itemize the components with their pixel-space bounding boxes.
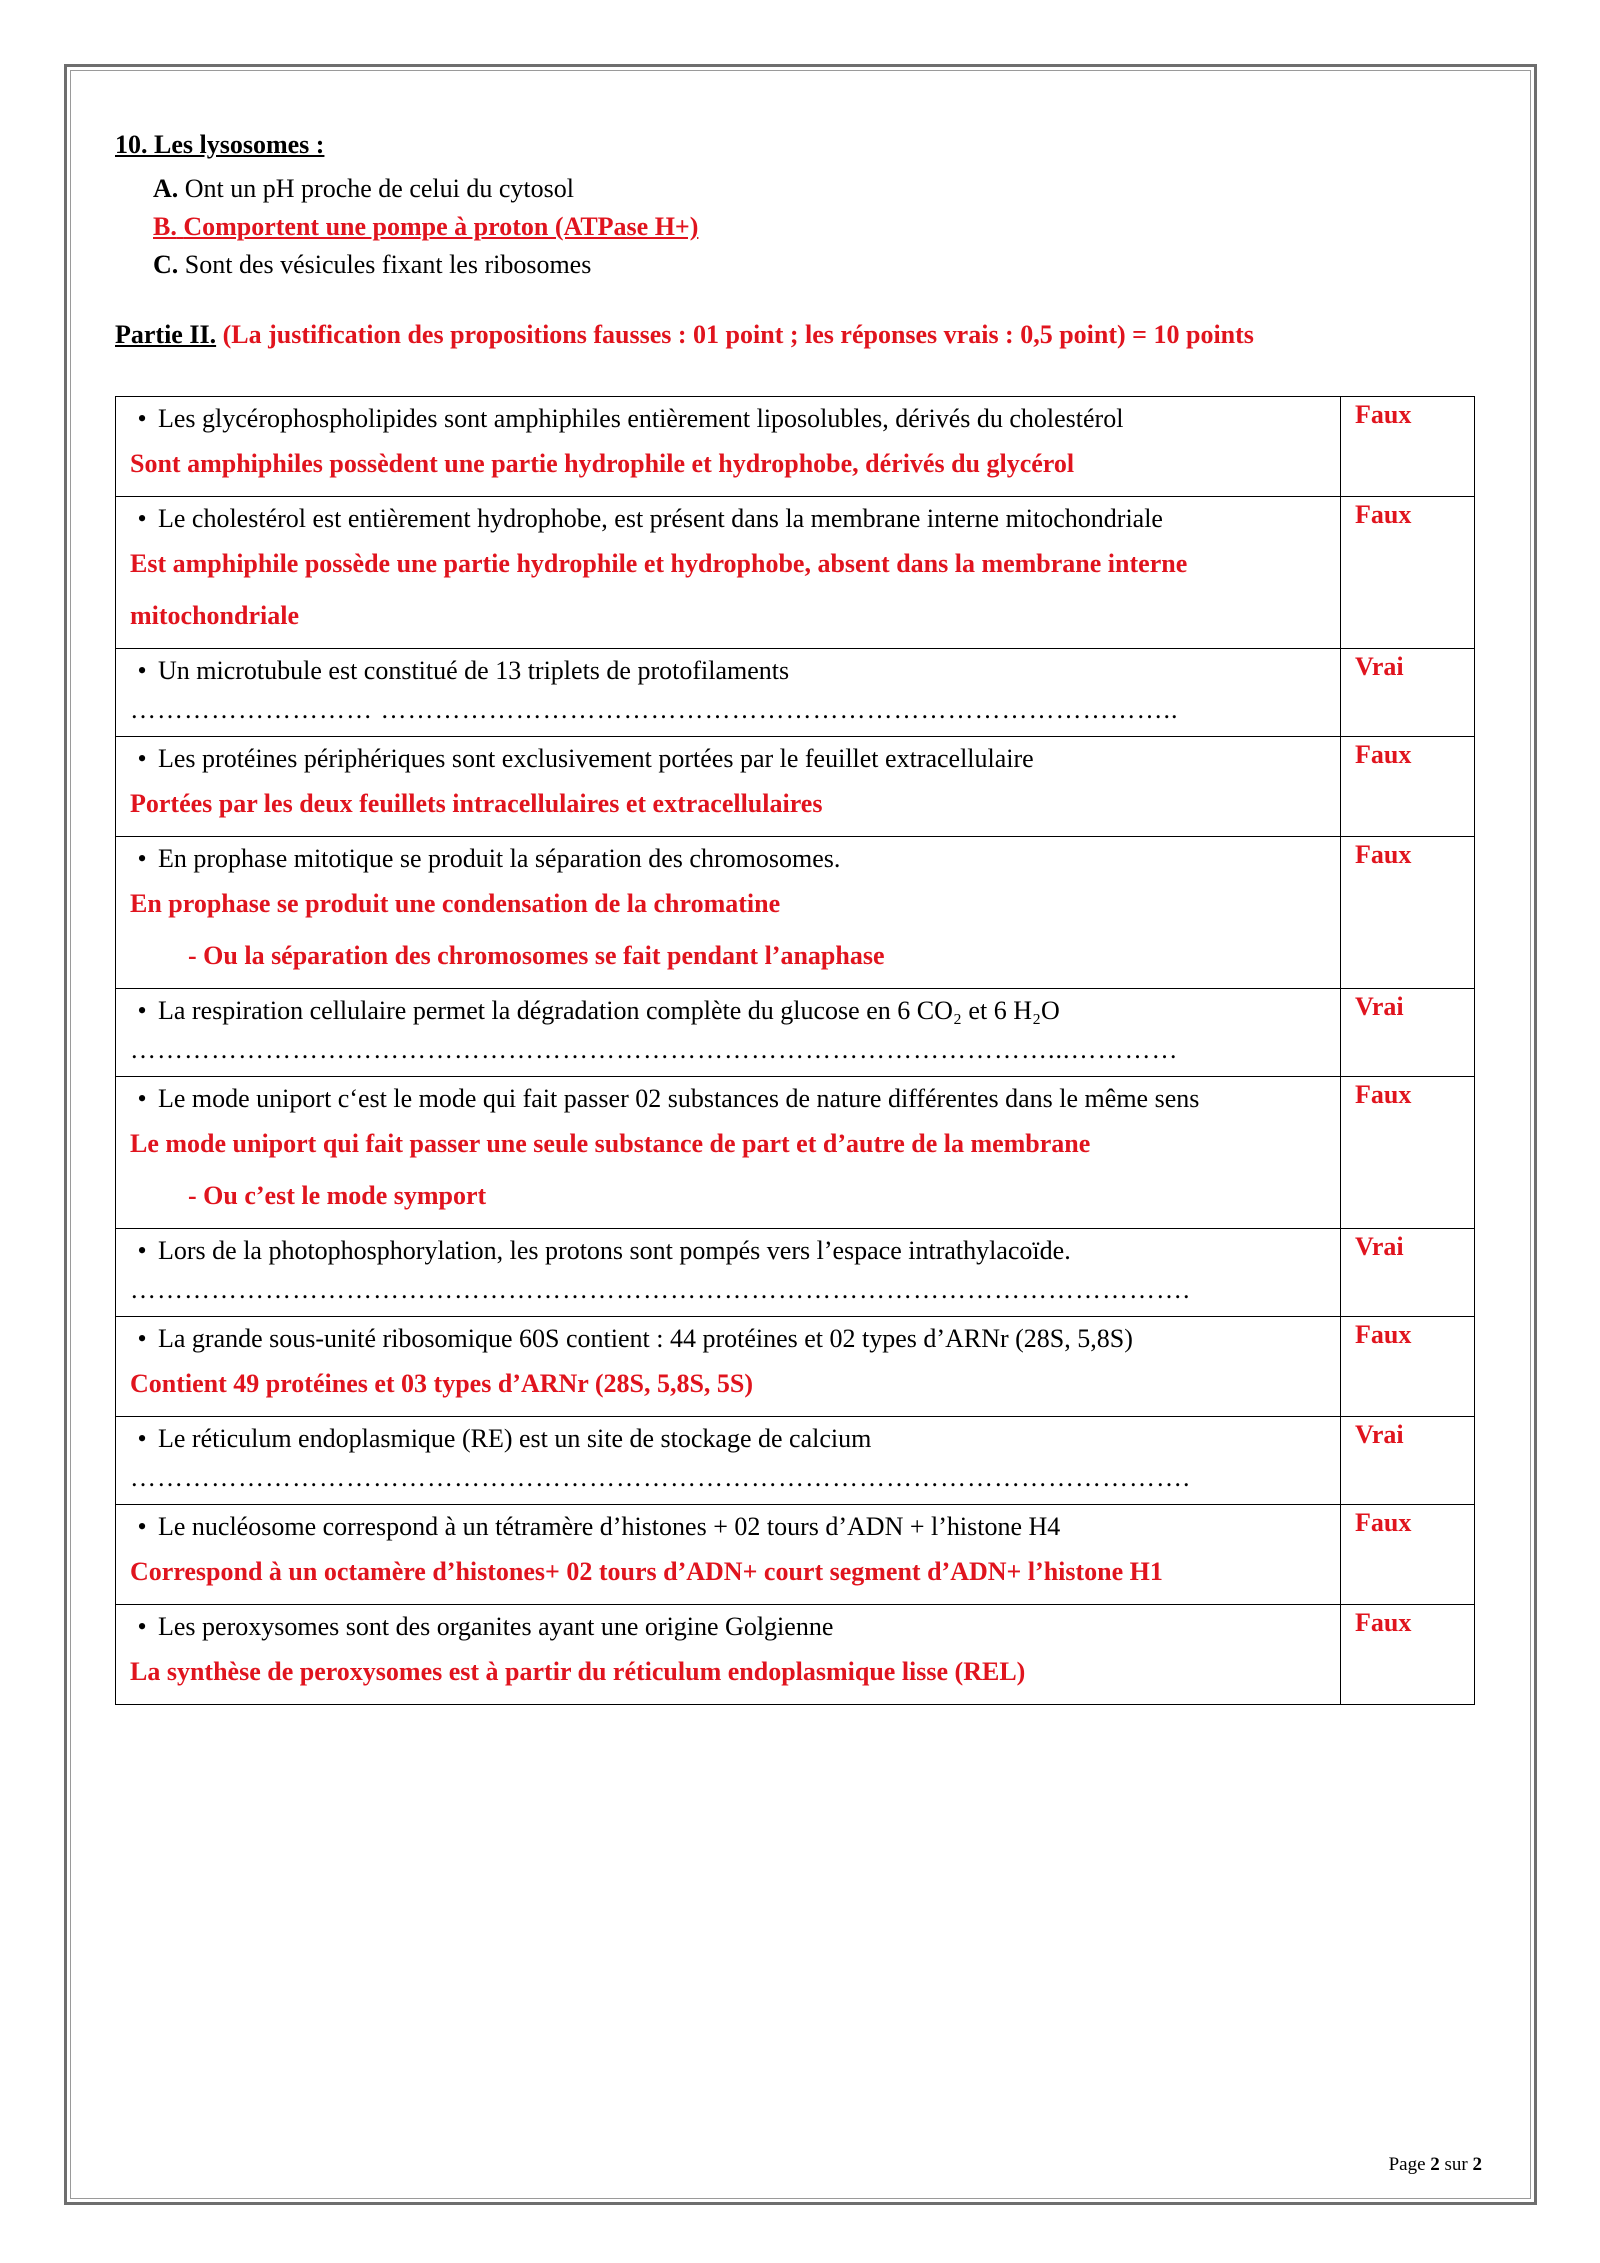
justification-alternative: - Ou la séparation des chromosomes se fait pendant l’anaphase	[188, 941, 885, 970]
bullet-icon: •	[137, 1324, 147, 1353]
statement-cell	[116, 1417, 1341, 1505]
verdict-cell: Faux	[1341, 837, 1475, 989]
statement	[130, 652, 1326, 690]
bullet-icon: •	[137, 1424, 147, 1453]
page-footer	[1389, 2154, 1482, 2176]
bullet-icon: •	[137, 844, 147, 873]
statement	[130, 1080, 1326, 1118]
verdict-cell: Vrai	[1341, 1417, 1475, 1505]
statement-cell	[116, 989, 1341, 1077]
statement-text: Les protéines périphériques sont exclusivement portées par le feuillet extracellulaire	[158, 744, 1034, 773]
statement-cell	[116, 397, 1341, 497]
answer-dots: ……………………………………………………………………………………………………….	[130, 1275, 1191, 1304]
statement	[130, 1232, 1326, 1270]
statement-text: Le cholestérol est entièrement hydrophobe, est présent dans la membrane interne mitochondriale	[158, 504, 1163, 533]
statement-cell	[116, 649, 1341, 737]
option-letter: B.	[153, 212, 177, 241]
justification: En prophase se produit une condensation de la chromatine	[130, 889, 781, 918]
option-text: Sont des vésicules fixant les ribosomes	[184, 250, 592, 279]
statement-text: En prophase mitotique se produit la séparation des chromosomes.	[158, 844, 841, 873]
verdict-cell: Faux	[1341, 1077, 1475, 1229]
statement	[130, 1320, 1326, 1358]
table-row	[116, 737, 1475, 837]
true-false-table	[115, 396, 1475, 1705]
answer-dots: ……………………… ……………………………………………………………………………..	[130, 695, 1179, 724]
statement-cell	[116, 737, 1341, 837]
statement-cell	[116, 1077, 1341, 1229]
justification: Le mode uniport qui fait passer une seule substance de part et d’autre de la membrane	[130, 1129, 1091, 1158]
question-10-options	[153, 170, 1485, 284]
bullet-icon: •	[137, 656, 147, 685]
statement	[130, 400, 1326, 438]
justification: Sont amphiphiles possèdent une partie hydrophile et hydrophobe, dérivés du glycérol	[130, 449, 1075, 478]
verdict-cell: Vrai	[1341, 1229, 1475, 1317]
bullet-icon: •	[137, 504, 147, 533]
option-b-correct	[153, 208, 1485, 246]
justification: Correspond à un octamère d’histones+ 02 tours d’ADN+ court segment d’ADN+ l’histone H1	[130, 1557, 1163, 1586]
table-row	[116, 1605, 1475, 1705]
verdict-cell: Faux	[1341, 497, 1475, 649]
table-row	[116, 497, 1475, 649]
justification: Contient 49 protéines et 03 types d’ARNr (28S, 5,8S, 5S)	[130, 1369, 754, 1398]
bullet-icon: •	[137, 1084, 147, 1113]
footer-sep: sur	[1444, 2154, 1468, 2175]
statement-text: Les glycérophospholipides sont amphiphiles entièrement liposolubles, dérivés du cholestérol	[158, 404, 1124, 433]
verdict-cell: Faux	[1341, 1317, 1475, 1417]
statement-text: Le réticulum endoplasmique (RE) est un site de stockage de calcium	[158, 1424, 872, 1453]
bullet-icon: •	[137, 1512, 147, 1541]
verdict-cell: Faux	[1341, 737, 1475, 837]
statement-text: Lors de la photophosphorylation, les protons sont pompés vers l’espace intrathylacoïde.	[158, 1236, 1071, 1265]
table-row	[116, 1417, 1475, 1505]
bullet-icon: •	[137, 996, 147, 1025]
statement-text: Le mode uniport c‘est le mode qui fait passer 02 substances de nature différentes dans le même sens	[158, 1084, 1200, 1113]
bullet-icon: •	[137, 1612, 147, 1641]
statement	[130, 1608, 1326, 1646]
answer-dots: …………………………………………………………………………………………...…………	[130, 1035, 1179, 1064]
table-row	[116, 1229, 1475, 1317]
statement-cell	[116, 1317, 1341, 1417]
statement	[130, 500, 1326, 538]
option-letter: C.	[153, 250, 179, 279]
statement	[130, 1420, 1326, 1458]
answer-dots: ……………………………………………………………………………………………………….	[130, 1463, 1191, 1492]
verdict-cell: Vrai	[1341, 649, 1475, 737]
question-10-title: 10. Les lysosomes :	[115, 130, 325, 159]
part-2-grading-note: (La justification des propositions fausses : 01 point ; les réponses vrais : 0,5 point) = 10 points	[222, 320, 1254, 349]
table-row	[116, 649, 1475, 737]
table-row	[116, 1505, 1475, 1605]
question-section	[115, 128, 1485, 352]
verdict-cell: Faux	[1341, 1505, 1475, 1605]
option-text: Comportent une pompe à proton (ATPase H+)	[183, 212, 699, 241]
justification: Portées par les deux feuillets intracellulaires et extracellulaires	[130, 789, 823, 818]
bullet-icon: •	[137, 404, 147, 433]
statement-text: Le nucléosome correspond à un tétramère d’histones + 02 tours d’ADN + l’histone H4	[158, 1512, 1061, 1541]
option-text: Ont un pH proche de celui du cytosol	[184, 174, 574, 203]
statement	[130, 840, 1326, 878]
table-row	[116, 397, 1475, 497]
table-row	[116, 837, 1475, 989]
option-a	[153, 170, 1485, 208]
justification: Est amphiphile possède une partie hydrophile et hydrophobe, absent dans la membrane interne mitochondriale	[130, 549, 1188, 630]
bullet-icon: •	[137, 744, 147, 773]
option-c	[153, 246, 1485, 284]
statement-cell	[116, 1605, 1341, 1705]
verdict-cell: Vrai	[1341, 989, 1475, 1077]
statement	[130, 740, 1326, 778]
footer-page: 2	[1430, 2154, 1440, 2175]
statement-text: Les peroxysomes sont des organites ayant une origine Golgienne	[158, 1612, 834, 1641]
statement-text: Un microtubule est constitué de 13 triplets de protofilaments	[158, 656, 790, 685]
statement	[130, 992, 1326, 1030]
table-row	[116, 989, 1475, 1077]
statement-text: La grande sous-unité ribosomique 60S contient : 44 protéines et 02 types d’ARNr (28S, 5,8S)	[158, 1324, 1133, 1353]
table-row	[116, 1317, 1475, 1417]
statement-text: La respiration cellulaire permet la dégradation complète du glucose en 6 CO₂ et 6 H₂O	[158, 996, 1060, 1025]
verdict-cell: Faux	[1341, 397, 1475, 497]
bullet-icon: •	[137, 1236, 147, 1265]
table-row	[116, 1077, 1475, 1229]
justification-alternative: - Ou c’est le mode symport	[188, 1181, 487, 1210]
footer-total: 2	[1472, 2154, 1482, 2175]
statement-cell	[116, 1229, 1341, 1317]
justification: La synthèse de peroxysomes est à partir du réticulum endoplasmique lisse (REL)	[130, 1657, 1026, 1686]
option-letter: A.	[153, 174, 179, 203]
part-2-title: Partie II.	[115, 320, 217, 349]
footer-label: Page	[1388, 2154, 1426, 2175]
verdict-cell: Faux	[1341, 1605, 1475, 1705]
statement-cell	[116, 837, 1341, 989]
statement	[130, 1508, 1326, 1546]
part-2-heading	[115, 318, 1485, 352]
statement-cell	[116, 497, 1341, 649]
statement-cell	[116, 1505, 1341, 1605]
